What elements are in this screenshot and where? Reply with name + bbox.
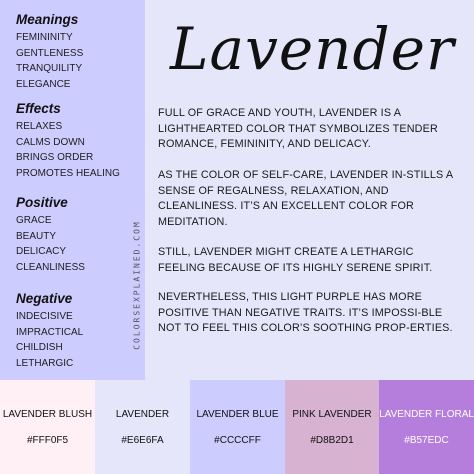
list-item: ELEGANCE — [16, 78, 71, 90]
title-text: Lavender — [170, 15, 455, 83]
list-item: DELICACY — [16, 246, 67, 257]
swatch-name: LAVENDER BLUE — [196, 409, 279, 420]
effects-section — [16, 100, 134, 181]
swatch-name: LAVENDER BLUSH — [2, 409, 93, 420]
list-item: GRACE — [16, 215, 52, 226]
list-item: PROMOTES HEALING — [16, 167, 120, 179]
paragraph-2: AS THE COLOR OF SELF-CARE, LAVENDER IN-STILLS A SENSE OF REGALNESS, RELAXATION, AND CLEANLINESS. IT’S AN EXCELLENT COLOR FOR MEDITATION. — [158, 169, 453, 228]
swatch-hex: #B57EDC — [404, 435, 449, 446]
website-vertical-text — [130, 195, 144, 375]
meanings-section — [16, 11, 134, 92]
positive-heading: Positive — [16, 195, 68, 210]
negative-section — [16, 290, 134, 371]
swatch-name: PINK LAVENDER — [292, 409, 372, 420]
page-title — [170, 4, 460, 94]
list-item: GENTLENESS — [16, 47, 84, 59]
list-item: BEAUTY — [16, 230, 57, 242]
list-item: CLEANLINESS — [16, 261, 85, 273]
website-label: COLORSEXPLAINED.COM — [132, 220, 142, 350]
swatch-pink-lavender — [285, 380, 379, 474]
swatch-hex: #D8B2D1 — [310, 435, 354, 446]
list-item: RELAXES — [16, 121, 63, 132]
paragraph-4: NEVERTHELESS, THIS LIGHT PURPLE HAS MORE POSITIVE THAN NEGATIVE TRAITS. IT’S IMPOSSI-BLE NOT TO FEEL THIS COLOR’S SOOTHING PROP-ERTIES. — [158, 291, 453, 334]
swatch-hex: #FFF0F5 — [26, 435, 69, 446]
paragraph-1: FULL OF GRACE AND YOUTH, LAVENDER IS A LIGHTHEARTED COLOR THAT SYMBOLIZES TENDER ROMANCE, FEMININITY, AND DELICACY. — [158, 107, 438, 150]
list-item: BRINGS ORDER — [16, 152, 94, 163]
list-item: INDECISIVE — [16, 311, 73, 322]
swatch-lavender-floral — [379, 380, 474, 474]
swatch-hex: #E6E6FA — [121, 435, 164, 446]
swatch-name: LAVENDER — [115, 409, 170, 420]
list-item: CALMS DOWN — [16, 136, 85, 148]
list-item: LETHARGIC — [16, 357, 74, 369]
swatch-name: LAVENDER FLORAL — [379, 409, 474, 420]
swatch-lavender-blue — [190, 380, 285, 474]
list-item: IMPRACTICAL — [16, 326, 84, 338]
negative-heading: Negative — [16, 291, 73, 306]
list-item: FEMININITY — [16, 32, 73, 43]
effects-heading: Effects — [16, 101, 61, 116]
list-item: CHILDISH — [16, 342, 63, 353]
positive-section — [16, 194, 134, 275]
swatch-lavender-blush — [0, 380, 95, 474]
paragraph-3: STILL, LAVENDER MIGHT CREATE A LETHARGIC FEELING BECAUSE OF ITS HIGHLY SERENE SPIRIT. — [158, 246, 433, 274]
list-item: TRANQUILITY — [16, 63, 83, 74]
swatch-hex: #CCCCFF — [214, 435, 261, 446]
meanings-heading: Meanings — [16, 12, 79, 27]
swatch-lavender — [95, 380, 190, 474]
